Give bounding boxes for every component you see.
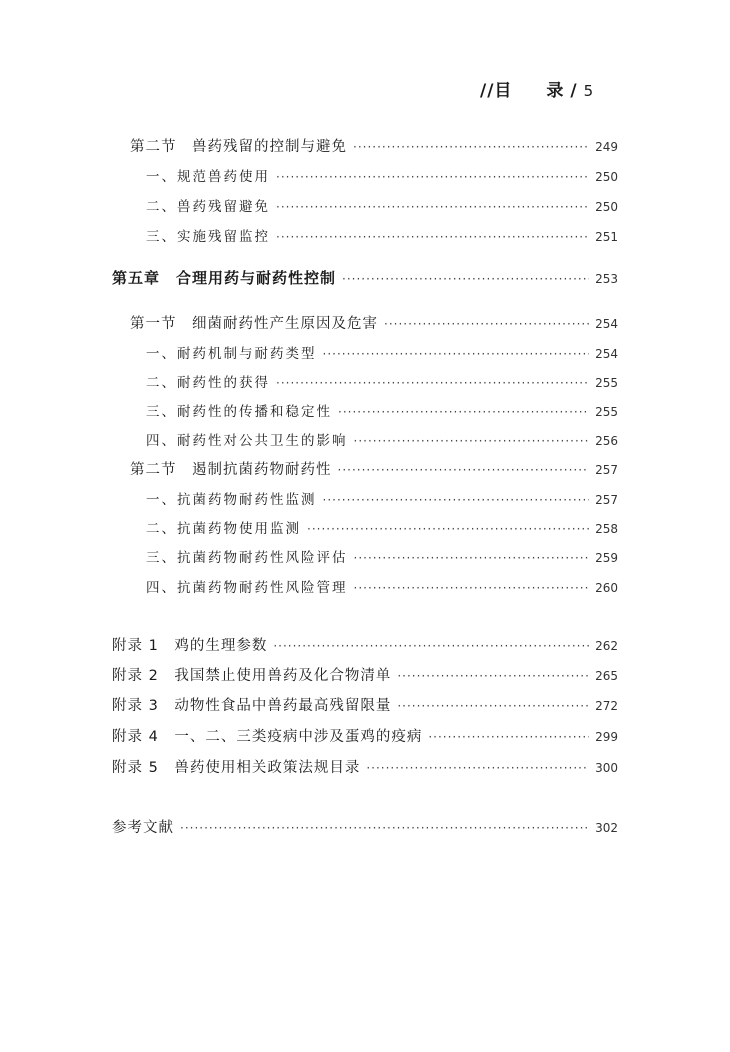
toc-entry[interactable] xyxy=(130,135,618,156)
toc-leader-dots xyxy=(366,761,589,775)
toc-entry-label: 一、规范兽药使用 xyxy=(146,169,270,185)
toc-leader-dots xyxy=(397,699,589,713)
toc-entry-page: 254 xyxy=(595,347,618,361)
toc-entry-page: 251 xyxy=(595,230,618,244)
toc-entry-page: 253 xyxy=(595,272,618,286)
toc-appendix-entry[interactable] xyxy=(112,725,618,746)
toc-leader-dots xyxy=(180,821,589,835)
toc-entry-page: 262 xyxy=(595,639,618,653)
toc-entry-page: 265 xyxy=(595,669,618,683)
toc-entry-page: 249 xyxy=(595,140,618,154)
toc-appendix-entry[interactable] xyxy=(112,756,618,777)
toc-entry-page: 255 xyxy=(595,376,618,390)
toc-entry[interactable] xyxy=(130,312,618,333)
toc-entry[interactable] xyxy=(146,371,618,391)
toc-entry[interactable] xyxy=(146,225,618,245)
toc-entry[interactable] xyxy=(146,546,618,566)
toc-entry[interactable] xyxy=(130,458,618,479)
toc-entry[interactable] xyxy=(146,165,618,185)
toc-leader-dots xyxy=(428,730,589,744)
toc-entry-label: 附录 1 鸡的生理参数 xyxy=(112,638,268,654)
header-title-b: 录 xyxy=(546,81,565,101)
toc-entry-label: 三、实施残留监控 xyxy=(146,229,270,245)
toc-entry-label: 四、耐药性对公共卫生的影响 xyxy=(146,433,348,449)
toc-leader-dots xyxy=(323,493,590,507)
toc-entry-label: 参考文献 xyxy=(112,820,174,836)
toc-entry-page: 257 xyxy=(595,463,618,477)
toc-leader-dots xyxy=(354,551,590,565)
toc-leader-dots xyxy=(307,522,589,536)
toc-entry-page: 250 xyxy=(595,170,618,184)
toc-leader-dots xyxy=(342,272,589,286)
toc-entry-label: 第一节 细菌耐药性产生原因及危害 xyxy=(130,316,378,332)
toc-entry-page: 260 xyxy=(595,581,618,595)
toc-entry-label: 四、抗菌药物耐药性风险管理 xyxy=(146,580,348,596)
toc-leader-dots xyxy=(276,230,589,244)
toc-entry-page: 259 xyxy=(595,551,618,565)
toc-entry[interactable] xyxy=(146,400,618,420)
toc-leader-dots xyxy=(384,317,589,331)
toc-entry-page: 257 xyxy=(595,493,618,507)
header-page-number: 5 xyxy=(583,82,595,100)
toc-entry-label: 二、抗菌药物使用监测 xyxy=(146,521,301,537)
toc-leader-dots xyxy=(323,347,590,361)
toc-entry-label: 第二节 遏制抗菌药物耐药性 xyxy=(130,462,332,478)
toc-entry-label: 附录 2 我国禁止使用兽药及化合物清单 xyxy=(112,668,392,684)
toc-entry[interactable] xyxy=(146,488,618,508)
toc-entry-page: 255 xyxy=(595,405,618,419)
toc-references-entry[interactable] xyxy=(112,816,618,837)
toc-entry-label: 附录 4 一、二、三类疫病中涉及蛋鸡的疫病 xyxy=(112,729,423,745)
toc-entry-label: 第五章 合理用药与耐药性控制 xyxy=(112,269,337,287)
toc-entry-page: 302 xyxy=(595,821,618,835)
toc-entry-page: 250 xyxy=(595,200,618,214)
toc-entry[interactable] xyxy=(146,195,618,215)
toc-entry-label: 附录 3 动物性食品中兽药最高残留限量 xyxy=(112,698,392,714)
toc-leader-dots xyxy=(338,463,590,477)
toc-entry-label: 二、兽药残留避免 xyxy=(146,199,270,215)
header-slash: / xyxy=(570,81,578,101)
toc-appendix-entry[interactable] xyxy=(112,694,618,715)
toc-entry-page: 256 xyxy=(595,434,618,448)
toc-entry-label: 二、耐药性的获得 xyxy=(146,375,270,391)
toc-entry-page: 254 xyxy=(595,317,618,331)
toc-leader-dots xyxy=(354,434,590,448)
toc-entry-page: 299 xyxy=(595,730,618,744)
toc-entry-label: 一、抗菌药物耐药性监测 xyxy=(146,492,317,508)
toc-chapter-entry[interactable] xyxy=(112,267,618,288)
toc-entry-label: 一、耐药机制与耐药类型 xyxy=(146,346,317,362)
toc-entry[interactable] xyxy=(146,429,618,449)
toc-leader-dots xyxy=(276,376,589,390)
toc-leader-dots xyxy=(273,639,589,653)
header-title-a: //目 xyxy=(480,81,513,101)
toc-entry[interactable] xyxy=(146,342,618,362)
toc-leader-dots xyxy=(276,200,589,214)
toc-leader-dots xyxy=(276,170,589,184)
toc-appendix-entry[interactable] xyxy=(112,634,618,655)
toc-entry-label: 附录 5 兽药使用相关政策法规目录 xyxy=(112,760,361,776)
toc-leader-dots xyxy=(354,581,590,595)
running-header xyxy=(480,76,620,101)
toc-entry-label: 三、抗菌药物耐药性风险评估 xyxy=(146,550,348,566)
toc-leader-dots xyxy=(338,405,589,419)
toc-leader-dots xyxy=(353,140,589,154)
toc-entry[interactable] xyxy=(146,576,618,596)
toc-entry-label: 三、耐药性的传播和稳定性 xyxy=(146,404,332,420)
toc-entry[interactable] xyxy=(146,517,618,537)
toc-appendix-entry[interactable] xyxy=(112,664,618,685)
toc-leader-dots xyxy=(397,669,589,683)
toc-entry-label: 第二节 兽药残留的控制与避免 xyxy=(130,139,347,155)
toc-entry-page: 258 xyxy=(595,522,618,536)
toc-entry-page: 300 xyxy=(595,761,618,775)
toc-entry-page: 272 xyxy=(595,699,618,713)
